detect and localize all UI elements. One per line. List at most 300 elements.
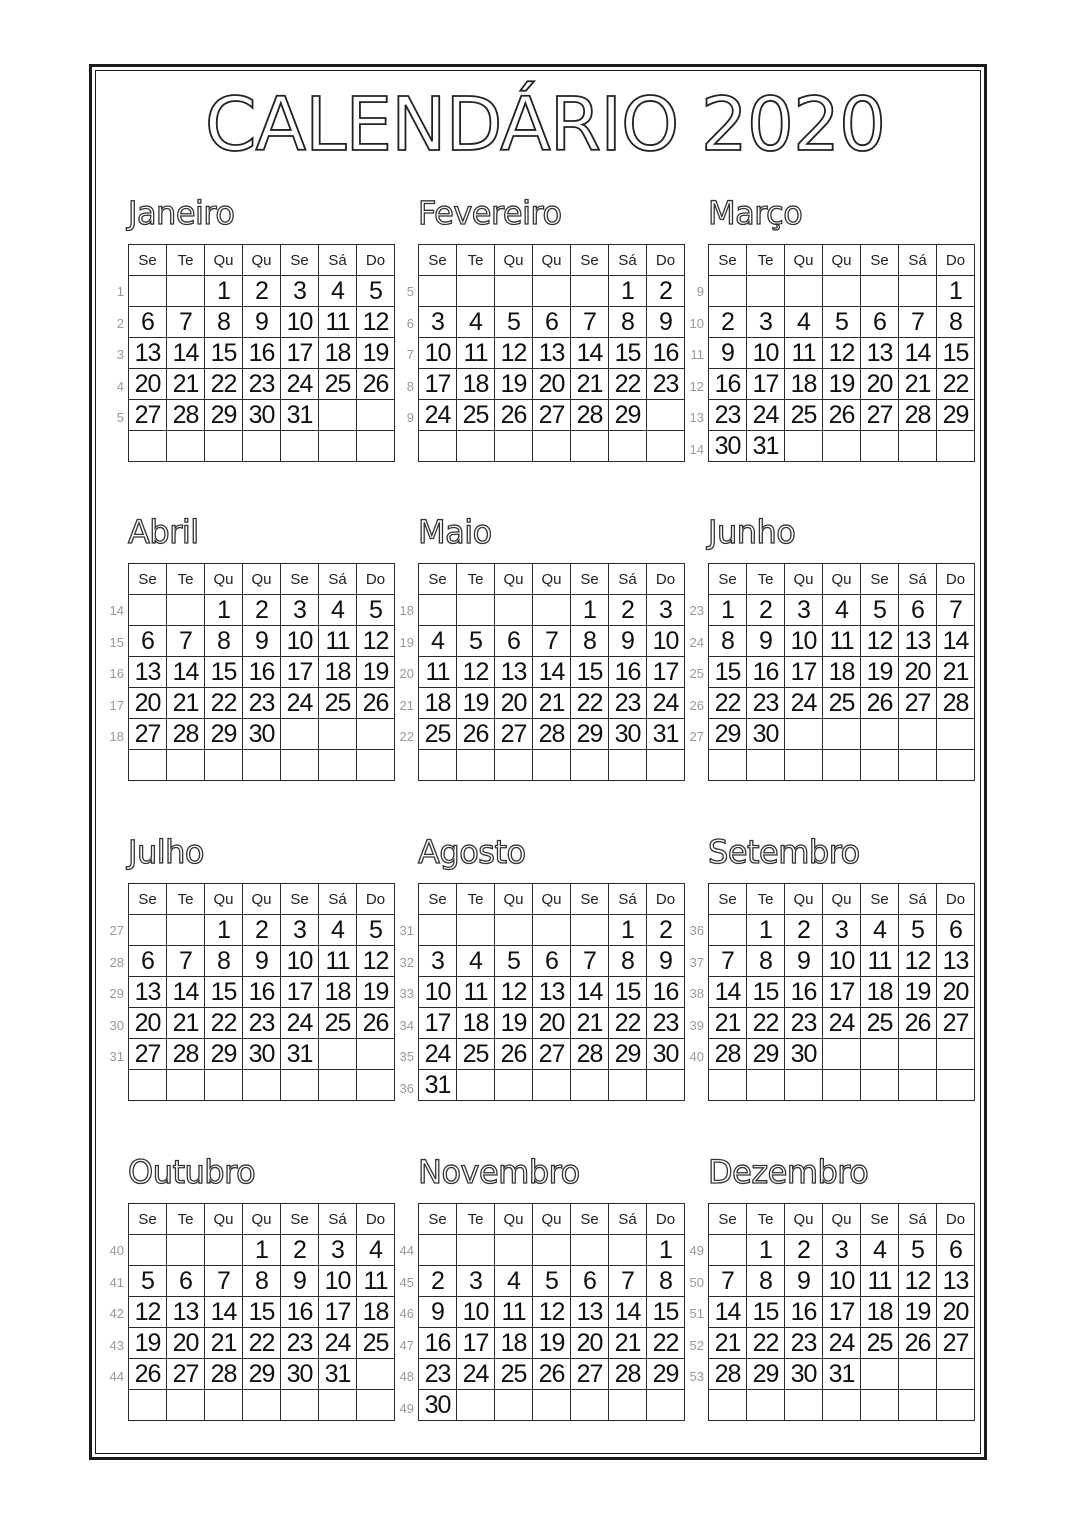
day-cell: 11	[495, 1297, 533, 1328]
day-cell: 4	[319, 276, 357, 307]
day-cell: 5	[899, 915, 937, 946]
day-cell: 27	[129, 1039, 167, 1070]
day-cell: 3	[319, 1235, 357, 1266]
day-cell: 10	[823, 946, 861, 977]
day-cell: 15	[609, 977, 647, 1008]
day-cell: 18	[861, 977, 899, 1008]
day-cell: 9	[709, 338, 747, 369]
day-cell: 9	[747, 626, 785, 657]
day-cell: 9	[243, 626, 281, 657]
day-cell: 11	[823, 626, 861, 657]
day-cell: 24	[823, 1008, 861, 1039]
day-cell: 30	[243, 1039, 281, 1070]
week-row	[709, 626, 975, 657]
week-number: 40	[109, 1243, 124, 1258]
empty-cell	[709, 1235, 747, 1266]
day-cell: 13	[937, 1266, 975, 1297]
weekday-header: Qu	[205, 884, 243, 915]
day-cell: 18	[823, 657, 861, 688]
day-cell: 14	[899, 338, 937, 369]
empty-cell	[319, 1070, 357, 1101]
empty-cell	[281, 719, 319, 750]
week-number: 14	[689, 441, 704, 457]
day-cell: 9	[419, 1297, 457, 1328]
weekday-header: Qu	[495, 564, 533, 595]
day-cell: 13	[861, 338, 899, 369]
weekday-header: Qu	[205, 245, 243, 276]
day-cell: 25	[457, 1039, 495, 1070]
day-cell: 1	[747, 1235, 785, 1266]
day-cell: 22	[243, 1328, 281, 1359]
empty-cell	[533, 595, 571, 626]
day-cell: 27	[129, 400, 167, 431]
week-row	[129, 750, 395, 781]
day-cell: 16	[785, 977, 823, 1008]
day-cell: 20	[899, 657, 937, 688]
day-cell: 30	[785, 1039, 823, 1070]
day-cell: 21	[899, 369, 937, 400]
empty-cell	[419, 276, 457, 307]
empty-cell	[571, 750, 609, 781]
day-cell: 3	[647, 595, 685, 626]
weekday-header: Sá	[609, 564, 647, 595]
week-row	[709, 1008, 975, 1039]
week-number: 31	[399, 923, 414, 938]
empty-cell	[457, 1235, 495, 1266]
day-cell: 19	[357, 977, 395, 1008]
empty-cell	[495, 1070, 533, 1101]
day-cell: 16	[647, 338, 685, 369]
week-row	[129, 915, 395, 946]
day-cell: 13	[129, 657, 167, 688]
day-cell: 22	[205, 1008, 243, 1039]
day-cell: 26	[357, 369, 395, 400]
day-cell: 1	[747, 915, 785, 946]
day-cell: 13	[129, 338, 167, 369]
week-row	[129, 1390, 395, 1421]
week-number: 52	[689, 1337, 704, 1353]
week-row	[709, 1039, 975, 1070]
day-cell: 8	[205, 307, 243, 338]
week-row	[129, 369, 395, 400]
day-cell: 6	[533, 946, 571, 977]
empty-cell	[709, 1390, 747, 1421]
weekday-header: Te	[167, 884, 205, 915]
empty-cell	[533, 276, 571, 307]
empty-cell	[319, 719, 357, 750]
empty-cell	[495, 431, 533, 462]
week-number: 47	[399, 1337, 414, 1353]
week-row	[129, 1297, 395, 1328]
day-cell: 16	[243, 977, 281, 1008]
empty-cell	[357, 400, 395, 431]
day-cell: 20	[571, 1328, 609, 1359]
day-cell: 11	[319, 626, 357, 657]
day-cell: 21	[937, 657, 975, 688]
day-cell: 5	[357, 915, 395, 946]
weekday-header: Te	[167, 564, 205, 595]
day-cell: 1	[205, 915, 243, 946]
week-row	[419, 1070, 685, 1101]
empty-cell	[281, 750, 319, 781]
day-cell: 7	[937, 595, 975, 626]
day-cell: 10	[823, 1266, 861, 1297]
day-cell: 27	[533, 400, 571, 431]
week-number: 6	[406, 315, 414, 331]
day-cell: 25	[319, 1008, 357, 1039]
day-cell: 2	[647, 276, 685, 307]
week-row	[419, 369, 685, 400]
week-number: 25	[689, 666, 704, 682]
day-cell: 24	[785, 688, 823, 719]
week-row	[419, 1039, 685, 1070]
day-cell: 28	[937, 688, 975, 719]
weekday-header: Se	[861, 564, 899, 595]
day-cell: 21	[709, 1008, 747, 1039]
week-row	[129, 338, 395, 369]
day-cell: 4	[861, 1235, 899, 1266]
day-cell: 3	[785, 595, 823, 626]
empty-cell	[205, 750, 243, 781]
day-cell: 26	[357, 688, 395, 719]
day-cell: 16	[647, 977, 685, 1008]
weekday-header: Sá	[609, 245, 647, 276]
day-cell: 28	[709, 1039, 747, 1070]
week-row	[129, 1266, 395, 1297]
day-cell: 12	[357, 626, 395, 657]
week-number: 33	[399, 986, 414, 1002]
day-cell: 11	[419, 657, 457, 688]
week-number: 10	[689, 315, 704, 331]
day-cell: 23	[647, 1008, 685, 1039]
weekday-header: Te	[167, 245, 205, 276]
day-cell: 5	[495, 307, 533, 338]
week-row	[419, 1297, 685, 1328]
day-cell: 4	[357, 1235, 395, 1266]
day-cell: 26	[495, 1039, 533, 1070]
weekday-header: Te	[457, 245, 495, 276]
empty-cell	[129, 750, 167, 781]
day-cell: 2	[243, 915, 281, 946]
week-row	[709, 1070, 975, 1101]
week-number: 27	[689, 729, 704, 745]
week-row	[709, 1328, 975, 1359]
day-cell: 17	[457, 1328, 495, 1359]
weekday-header: Do	[647, 245, 685, 276]
day-cell: 15	[205, 977, 243, 1008]
weekday-header: Se	[129, 1204, 167, 1235]
day-cell: 6	[495, 626, 533, 657]
weekday-header: Qu	[533, 564, 571, 595]
day-cell: 24	[647, 688, 685, 719]
week-number: 49	[399, 1400, 414, 1416]
weekday-header: Do	[357, 245, 395, 276]
weekday-header: Do	[937, 1204, 975, 1235]
day-cell: 29	[647, 1359, 685, 1390]
day-cell: 13	[495, 657, 533, 688]
day-cell: 4	[495, 1266, 533, 1297]
weekday-header: Se	[709, 245, 747, 276]
day-cell: 26	[357, 1008, 395, 1039]
empty-cell	[647, 1070, 685, 1101]
week-row	[709, 719, 975, 750]
day-cell: 12	[533, 1297, 571, 1328]
week-number: 17	[109, 697, 124, 713]
day-cell: 23	[419, 1359, 457, 1390]
empty-cell	[861, 276, 899, 307]
day-cell: 8	[571, 626, 609, 657]
weekday-header: Qu	[823, 1204, 861, 1235]
day-cell: 21	[533, 688, 571, 719]
week-row	[419, 1390, 685, 1421]
weekday-header: Do	[357, 564, 395, 595]
day-cell: 24	[457, 1359, 495, 1390]
empty-cell	[785, 750, 823, 781]
day-cell: 19	[899, 977, 937, 1008]
week-row	[709, 1235, 975, 1266]
weekday-header: Qu	[243, 1204, 281, 1235]
empty-cell	[937, 1359, 975, 1390]
week-row	[129, 595, 395, 626]
day-cell: 23	[243, 369, 281, 400]
week-row	[419, 1235, 685, 1266]
day-cell: 23	[243, 1008, 281, 1039]
day-cell: 23	[747, 688, 785, 719]
weekday-header: Te	[167, 1204, 205, 1235]
day-cell: 4	[319, 595, 357, 626]
calendar-title: CALENDÁRIO 2020	[204, 82, 886, 168]
day-cell: 27	[533, 1039, 571, 1070]
day-cell: 16	[747, 657, 785, 688]
week-row	[709, 688, 975, 719]
day-cell: 1	[709, 595, 747, 626]
month-grid	[418, 1203, 685, 1421]
day-cell: 3	[823, 1235, 861, 1266]
week-number: 12	[689, 378, 704, 394]
day-cell: 11	[457, 977, 495, 1008]
weekday-header: Se	[571, 884, 609, 915]
day-cell: 16	[609, 657, 647, 688]
empty-cell	[823, 1070, 861, 1101]
empty-cell	[861, 719, 899, 750]
empty-cell	[167, 1390, 205, 1421]
empty-cell	[357, 431, 395, 462]
week-row	[419, 1328, 685, 1359]
day-cell: 26	[899, 1008, 937, 1039]
day-cell: 6	[167, 1266, 205, 1297]
day-cell: 30	[243, 400, 281, 431]
day-cell: 24	[419, 1039, 457, 1070]
week-row	[709, 307, 975, 338]
day-cell: 28	[899, 400, 937, 431]
day-cell: 10	[281, 626, 319, 657]
week-number: 2	[116, 315, 124, 331]
day-cell: 23	[785, 1008, 823, 1039]
empty-cell	[319, 431, 357, 462]
day-cell: 22	[709, 688, 747, 719]
day-cell: 12	[823, 338, 861, 369]
day-cell: 8	[709, 626, 747, 657]
weekday-header: Qu	[785, 564, 823, 595]
empty-cell	[419, 1235, 457, 1266]
empty-cell	[129, 595, 167, 626]
empty-cell	[357, 750, 395, 781]
day-cell: 6	[937, 915, 975, 946]
day-cell: 5	[533, 1266, 571, 1297]
weekday-header: Te	[457, 1204, 495, 1235]
day-cell: 6	[571, 1266, 609, 1297]
day-cell: 12	[495, 338, 533, 369]
day-cell: 21	[571, 369, 609, 400]
empty-cell	[533, 915, 571, 946]
day-cell: 1	[205, 595, 243, 626]
month-name: Abril	[128, 513, 199, 551]
empty-cell	[243, 1390, 281, 1421]
day-cell: 20	[937, 1297, 975, 1328]
day-cell: 15	[709, 657, 747, 688]
week-numbers	[102, 595, 124, 753]
week-row	[709, 946, 975, 977]
day-cell: 27	[571, 1359, 609, 1390]
week-row	[419, 595, 685, 626]
day-cell: 7	[167, 307, 205, 338]
weekday-header: Sá	[319, 884, 357, 915]
empty-cell	[823, 276, 861, 307]
month-name: Janeiro	[128, 194, 235, 232]
weekday-header: Qu	[785, 884, 823, 915]
empty-cell	[457, 595, 495, 626]
day-cell: 4	[861, 915, 899, 946]
empty-cell	[533, 431, 571, 462]
weekday-header: Se	[419, 1204, 457, 1235]
month-grid	[128, 883, 395, 1101]
empty-cell	[495, 915, 533, 946]
weekday-header: Sá	[899, 884, 937, 915]
day-cell: 12	[357, 946, 395, 977]
day-cell: 25	[785, 400, 823, 431]
day-cell: 24	[281, 1008, 319, 1039]
day-cell: 30	[419, 1390, 457, 1421]
empty-cell	[609, 1390, 647, 1421]
week-number: 15	[109, 634, 124, 650]
day-cell: 7	[533, 626, 571, 657]
day-cell: 29	[609, 400, 647, 431]
week-number: 4	[116, 378, 124, 394]
empty-cell	[533, 1070, 571, 1101]
day-cell: 6	[861, 307, 899, 338]
day-cell: 25	[861, 1008, 899, 1039]
day-cell: 17	[281, 657, 319, 688]
day-cell: 15	[647, 1297, 685, 1328]
week-row	[129, 657, 395, 688]
day-cell: 14	[709, 1297, 747, 1328]
day-cell: 29	[709, 719, 747, 750]
week-row	[419, 276, 685, 307]
day-cell: 19	[129, 1328, 167, 1359]
weekday-header: Se	[571, 245, 609, 276]
week-row	[129, 1328, 395, 1359]
day-cell: 3	[419, 946, 457, 977]
day-cell: 16	[419, 1328, 457, 1359]
day-cell: 2	[785, 1235, 823, 1266]
day-cell: 19	[495, 1008, 533, 1039]
day-cell: 2	[709, 307, 747, 338]
day-cell: 12	[129, 1297, 167, 1328]
day-cell: 30	[243, 719, 281, 750]
day-cell: 29	[747, 1359, 785, 1390]
empty-cell	[861, 1390, 899, 1421]
weekday-header: Se	[861, 884, 899, 915]
day-cell: 14	[937, 626, 975, 657]
empty-cell	[167, 1235, 205, 1266]
day-cell: 26	[457, 719, 495, 750]
empty-cell	[281, 431, 319, 462]
empty-cell	[861, 1039, 899, 1070]
weekday-header: Do	[647, 884, 685, 915]
week-number: 43	[109, 1337, 124, 1353]
day-cell: 3	[281, 276, 319, 307]
day-cell: 22	[937, 369, 975, 400]
day-cell: 27	[129, 719, 167, 750]
week-row	[709, 1266, 975, 1297]
week-number: 20	[399, 666, 414, 682]
empty-cell	[571, 1070, 609, 1101]
day-cell: 25	[419, 719, 457, 750]
empty-cell	[609, 431, 647, 462]
day-cell: 1	[243, 1235, 281, 1266]
weekday-header: Se	[419, 884, 457, 915]
week-number: 41	[109, 1274, 124, 1290]
week-number: 39	[689, 1017, 704, 1033]
week-row	[709, 1390, 975, 1421]
weekday-header: Qu	[243, 245, 281, 276]
empty-cell	[899, 1070, 937, 1101]
day-cell: 23	[647, 369, 685, 400]
week-number: 50	[689, 1274, 704, 1290]
day-cell: 12	[861, 626, 899, 657]
day-cell: 27	[167, 1359, 205, 1390]
week-row	[419, 977, 685, 1008]
day-cell: 3	[823, 915, 861, 946]
empty-cell	[205, 1070, 243, 1101]
day-cell: 29	[571, 719, 609, 750]
weekday-header: Qu	[495, 245, 533, 276]
week-number: 45	[399, 1274, 414, 1290]
week-number: 14	[109, 603, 124, 618]
day-cell: 24	[419, 400, 457, 431]
day-cell: 3	[419, 307, 457, 338]
weekday-header: Te	[457, 884, 495, 915]
empty-cell	[419, 431, 457, 462]
empty-cell	[899, 431, 937, 462]
day-cell: 30	[647, 1039, 685, 1070]
empty-cell	[785, 1070, 823, 1101]
month-grid	[128, 244, 395, 462]
empty-cell	[785, 276, 823, 307]
day-cell: 17	[785, 657, 823, 688]
week-row	[419, 946, 685, 977]
month-grid	[708, 244, 975, 462]
week-number: 29	[109, 986, 124, 1002]
day-cell: 14	[167, 657, 205, 688]
empty-cell	[709, 915, 747, 946]
day-cell: 17	[419, 369, 457, 400]
week-number: 19	[399, 634, 414, 650]
empty-cell	[495, 276, 533, 307]
day-cell: 26	[495, 400, 533, 431]
day-cell: 31	[823, 1359, 861, 1390]
day-cell: 31	[747, 431, 785, 462]
